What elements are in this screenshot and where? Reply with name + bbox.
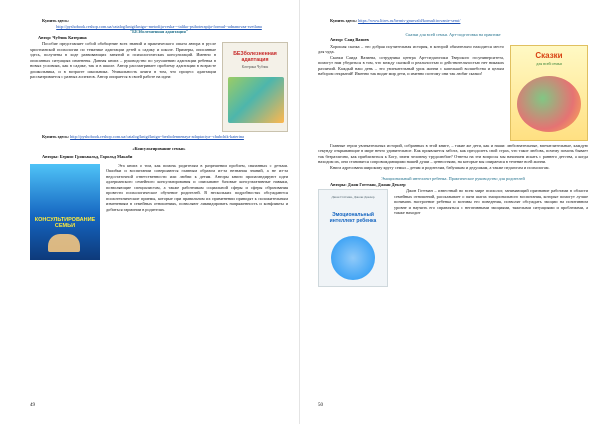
- book-title: Эмоциональный интеллект ребенка. Практическое руководство для родителей: [381, 176, 525, 181]
- book-description: Пособие представляет собой обобщение всех знаний и практического опыта автора в русле христианской психологии по тематике адаптации детей к садику и школе. Примеры, описанные здесь, получены в ходе развивающих занятий и психологических консультаций. Именно в описанных ситуациях изменены. Данная книга – руководство по улучшению адаптации ребенка в новых условиях, как в садике, так и в школе. Автор рассматривает проблему адаптации в возрасте дошкольника, и в возрасте школьника. Уникальность книги в том, что процесс адаптации рассматривается с разных аспектов. Автор опирается в своей работе на идеи:: [30, 41, 216, 79]
- book-cover-image: Сказки для всей семьи: [510, 45, 588, 141]
- book-description: Книга адресована широкому кругу семьи – детям и родителям, бабушкам и дедушкам, а также педагогам и психологам.: [330, 164, 550, 170]
- book-description: Джон Готтман – известный во всем мире психолог, занимающий признание работами в области семейных отношений, рассказывает о пяти шагах эмоционального воспитания, которые помогут лучше понимать настроение ребенка и мотивы его поведения, позволят обсуждать эмоции на позитивном уровне и научить его справляться с негативными эмоциями, тяжелыми ситуациями и проблемами, а также находит: [394, 188, 588, 215]
- book-author: Автор: Чубчик Катерина: [38, 34, 87, 40]
- buy-label: Купить здесь:: [42, 18, 69, 23]
- book-description: Хорошая сказка – это добрая поучительная история, в которой обязательно находится место для чуда.: [318, 43, 504, 54]
- page-number: 50: [318, 403, 323, 408]
- buy-link-block[interactable]: Купить здесь: https://www.litres.ru/bernis-grunvald/konsultirovanie-semi/: [330, 18, 461, 23]
- book-cover-image: БЕЗболезненная адаптация Катерина Чубчик: [222, 42, 288, 132]
- cover-illustration: [228, 77, 284, 123]
- page-number: 49: [30, 403, 35, 408]
- book-title: Сказки для всей семьи. Арт-подготовка на практике: [405, 31, 501, 37]
- buy-link[interactable]: http://pyshobook.reshop.com.ua/catalog/knigi/kniga--metodija-reska---taliko-psihoterapija-formul--adnanovaa-svetlana: [56, 23, 262, 29]
- cover-illustration: [48, 234, 80, 252]
- book-author: Авторы: Джон Готтман, Джоан Деклер: [330, 181, 406, 187]
- book-title: "БЕЗболезненная адаптация": [129, 29, 189, 34]
- cover-illustration: [331, 236, 375, 280]
- book-description: Главные герои увлекательных историй, собранных в этой книге, – такие же дети, как и наши: любознательные, впечатлительные, каждую секунду открывающие в мире нечто удивительное. Как проявляется забота, как преодолеть свой страх, что такое любовь, почему помочь бывает так безразлично, как приблизиться к Богу, зачем человеку трудолюбие? Ответы на эти вопросы мы начинаем искать с раннего детства, а когда находим их, они становятся сопровождающими нашей души – ценностями, на которые мы опираемся в течение всей жизни.: [318, 142, 588, 164]
- book-cover-image: КОНСУЛЬТИРОВАНИЕ СЕМЬИ: [30, 164, 100, 260]
- book-description: Сказки Саида Вазиева, сотрудника центра Арт-педагогики Тверского госуниверситета, помогут нам убедиться в том, что между сказкой и реальностью и действительностью нет никаких различий. Каждый наш день – это увлекательный урок жизни с капелькой волшебства и целым набором открытий! Именно так видят мир дети, и именно поэтому они так любят сказки!: [318, 54, 504, 76]
- book-author: Автор: Саид Вазиев: [330, 37, 369, 42]
- book-author: Авторы: Бернис Гроньвальд, Гарольд Макаби: [42, 154, 133, 159]
- book-cover-image: Джон Готтман, Джоан Деклер Эмоциональный интеллект ребенка: [318, 189, 388, 287]
- cover-illustration: [517, 76, 581, 132]
- buy-link-block[interactable]: Купить здесь: http://pyshobook.reshop.com.ua/catalog/knigi/kniga--bezbolennenaya-adaptaciya--chubchik-katerina: [42, 134, 244, 139]
- book-title: «Консультирование семьи»: [132, 145, 186, 151]
- right-page: [300, 0, 600, 424]
- book-description: Эта книга о том, как помочь родителям в разрешении проблем, связанных с детьми. Ошибки и воспитании совершаются главным образом из-за незнания знаний, а не из-за недостаточной ответственности или любви к детям. Авторы книги пропагандируют идеи адлерианского семейного консультирования и описывают базовые консультативные навыки, позволяющие специалистам, а также работникам социальной сферы и сферы образования провести психологическое обучение родителей. В нескольких подробностях обсуждаются психотехнические приемы, которые при правильном их применении приводят к положительным изменениям в семейных отношениях, позволяют ликвидировать напряженность и конфликты и добиться гармонии в родителях.: [106, 162, 288, 212]
